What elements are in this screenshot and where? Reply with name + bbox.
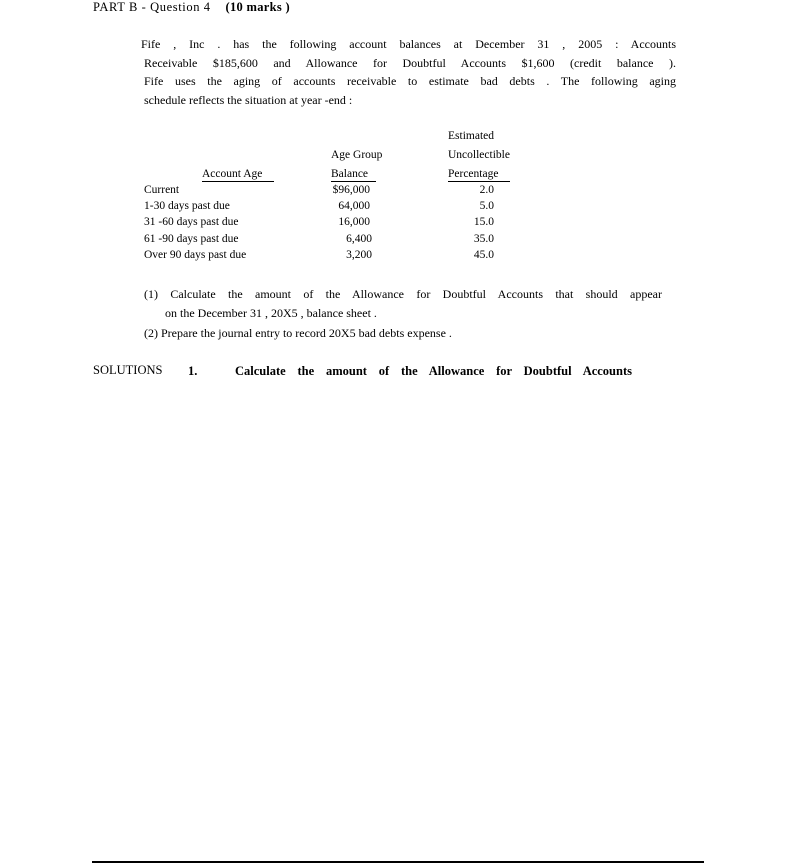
solutions-heading <box>93 363 162 378</box>
header-percentage: Percentage <box>448 168 510 182</box>
intro-paragraph <box>141 35 676 110</box>
row-percentage: 2.0 <box>479 184 494 196</box>
row-balance: 6,400 <box>346 233 372 245</box>
intro-line: Fife uses the aging of accounts receivable to estimate bad debts . The following aging <box>144 74 676 89</box>
question-1-line-1: (1) Calculate the amount of the Allowance for Doubtful Accounts that should appear <box>144 287 662 301</box>
header-account-age: Account Age <box>202 168 274 182</box>
header-estimated: Estimated <box>448 130 494 142</box>
row-balance: 16,000 <box>338 216 370 228</box>
header-uncollectible: Uncollectible <box>448 149 510 161</box>
marks-label: (10 marks ) <box>225 0 290 14</box>
row-balance: 64,000 <box>338 200 370 212</box>
row-percentage: 15.0 <box>473 216 494 228</box>
question-1-line-2: on the December 31 , 20X5 , balance sheet . <box>165 306 377 320</box>
question-2: (2) Prepare the journal entry to record 20X5 bad debts expense . <box>144 326 452 340</box>
row-age: 1-30 days past due <box>144 200 230 212</box>
intro-line: Receivable $185,600 and Allowance for Doubtful Accounts $1,600 (credit balance ). <box>144 55 676 70</box>
row-age: 61 -90 days past due <box>144 233 239 245</box>
row-balance: 3,200 <box>346 249 372 261</box>
row-balance: $96,000 <box>332 184 370 196</box>
row-percentage: 35.0 <box>473 233 494 245</box>
row-age: Over 90 days past due <box>144 249 247 261</box>
header-balance: Balance <box>331 168 376 182</box>
header-age-group: Age Group <box>331 149 383 161</box>
question-heading <box>93 0 290 15</box>
solutions-number: 1. <box>188 364 198 378</box>
row-age: Current <box>144 184 180 196</box>
row-age: 31 -60 days past due <box>144 216 239 228</box>
solutions-label: SOLUTIONS <box>93 363 163 377</box>
row-percentage: 5.0 <box>479 200 494 212</box>
part-label: PART B - Question 4 <box>93 0 211 14</box>
solutions-title: Calculate the amount of the Allowance for Doubtful Accounts <box>235 364 632 378</box>
row-percentage: 45.0 <box>473 249 494 261</box>
bottom-rule <box>92 861 704 863</box>
intro-line: schedule reflects the situation at year -end : <box>144 93 353 108</box>
intro-line: Fife , Inc . has the following account balances at December 31 , 2005 : Accounts <box>141 37 676 51</box>
